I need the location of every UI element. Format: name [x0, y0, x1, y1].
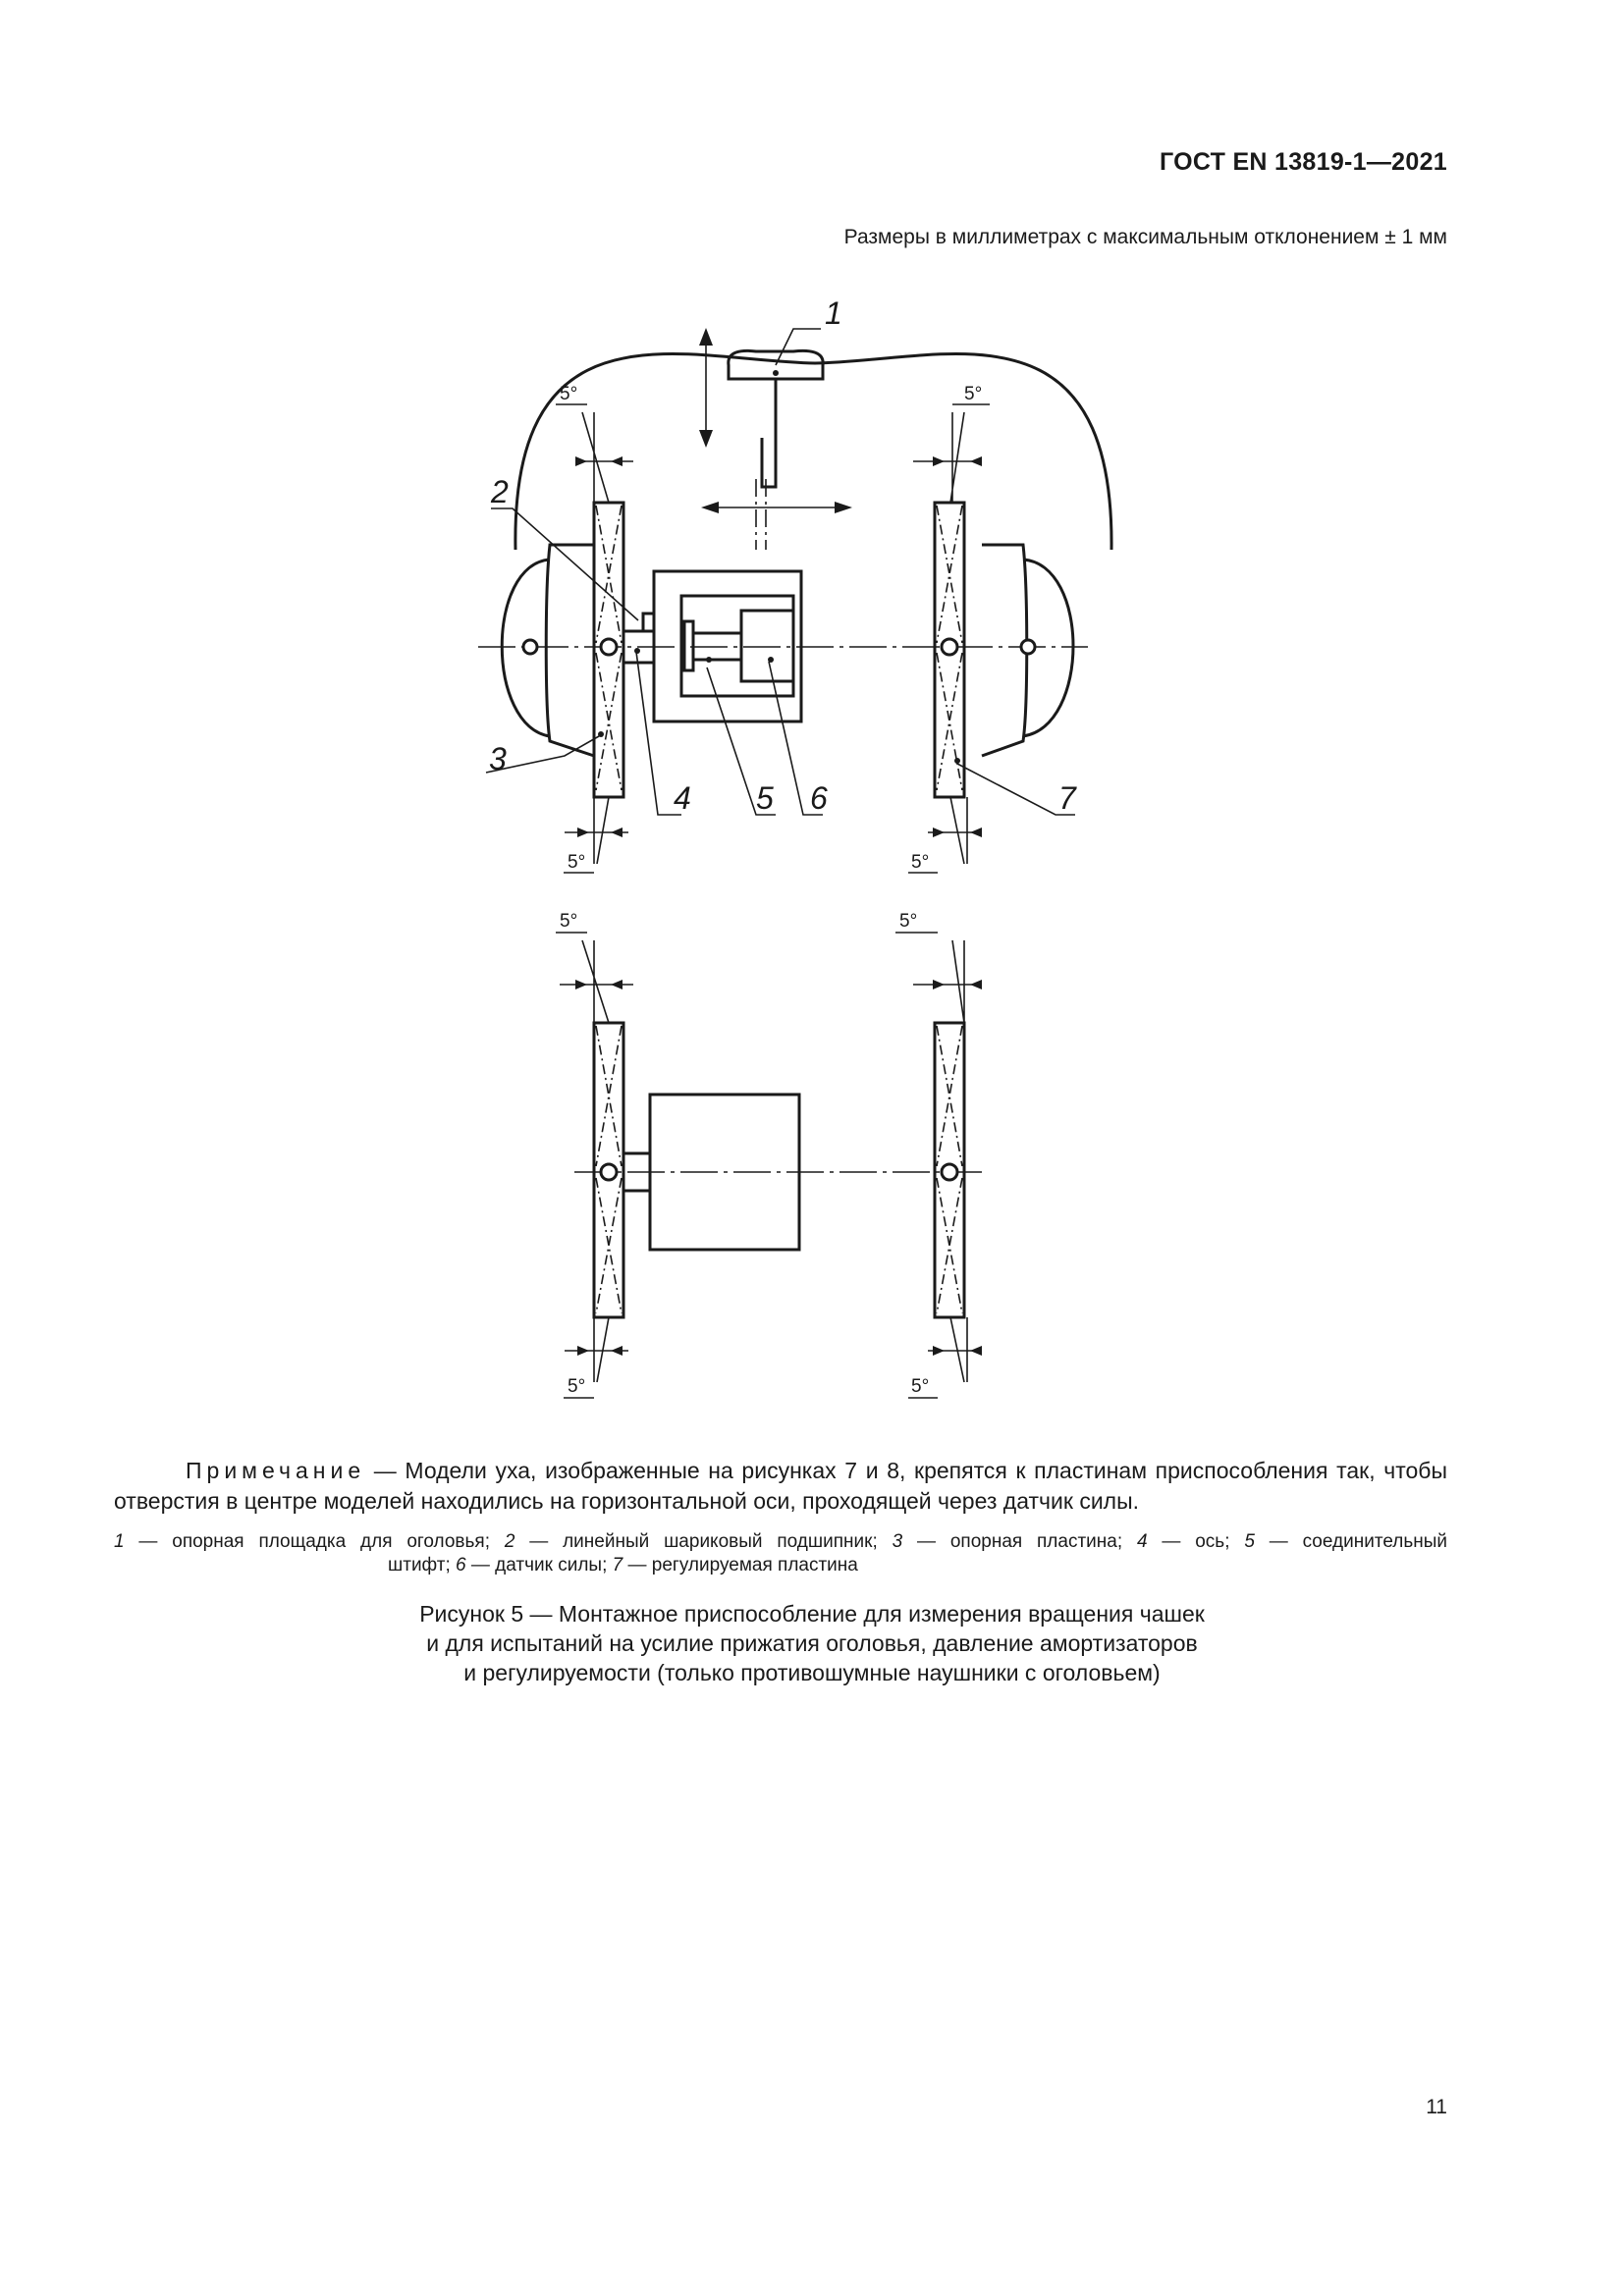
connecting-pin-head — [684, 621, 693, 670]
callout-4: 4 — [674, 780, 691, 816]
leader-2 — [491, 508, 638, 620]
legend-num: 1 — [114, 1531, 125, 1552]
bottom-left-pivot — [601, 1164, 617, 1180]
legend-num: 3 — [892, 1531, 903, 1552]
right-pivot — [942, 639, 957, 655]
angle-label: 5° — [560, 911, 578, 932]
leader-1 — [776, 329, 821, 365]
angle-label: 5° — [560, 384, 578, 404]
force-sensor-core — [741, 611, 793, 681]
document-code: ГОСТ EN 13819-1—2021 — [1160, 148, 1447, 176]
left-earcup-hole — [523, 640, 537, 654]
support-pad-rod — [762, 379, 776, 487]
bottom-right-pivot — [942, 1164, 957, 1180]
note-text: — Модели уха, изображенные на рисунках 7 и 8, крепятся к пластинам приспособления так, чтобы отверстия в центре моделей находились на горизонтальной оси, проходящей через датчик силы. — [114, 1458, 1447, 1514]
headband-arc — [515, 354, 1111, 550]
callout-2: 2 — [491, 474, 509, 509]
note-label: Примечание — [186, 1458, 366, 1483]
caption-line: и регулируемости (только противошумные наушники с оголовьем) — [463, 1660, 1161, 1685]
dimensions-note: Размеры в миллиметрах с максимальным отклонением ± 1 мм — [843, 226, 1447, 248]
callout-6: 6 — [810, 780, 828, 816]
callout-3: 3 — [489, 741, 507, 776]
right-earcup — [982, 545, 1027, 756]
right-earcup-hole — [1021, 640, 1035, 654]
figure-caption — [0, 1599, 1624, 1687]
legend-text: — ось; — [1147, 1531, 1245, 1552]
caption-line: и для испытаний на усилие прижатия оголовья, давление амортизаторов — [426, 1630, 1198, 1656]
legend-num: 7 — [612, 1555, 623, 1575]
legend-text: штифт; — [388, 1555, 457, 1575]
legend-text: — линейный шариковый подшипник; — [514, 1531, 893, 1552]
legend-num: 4 — [1136, 1531, 1148, 1552]
angle-label: 5° — [964, 384, 983, 404]
angle-label: 5° — [899, 911, 918, 932]
legend-text: — опорная площадка для оголовья; — [124, 1531, 505, 1552]
angle-label: 5° — [568, 1376, 586, 1397]
page-number: 11 — [1426, 2096, 1447, 2118]
left-pivot — [601, 639, 617, 655]
legend-num: 6 — [456, 1555, 466, 1575]
angle-label: 5° — [568, 852, 586, 873]
legend-text: — опорная пластина; — [902, 1531, 1137, 1552]
legend-num: 2 — [504, 1531, 515, 1552]
legend-text: — соединительный — [1254, 1531, 1447, 1552]
angle-label: 5° — [911, 1376, 930, 1397]
caption-line: Рисунок 5 — Монтажное приспособление для измерения вращения чашек — [419, 1601, 1205, 1627]
callout-1: 1 — [825, 295, 842, 331]
figure-note — [114, 1456, 1447, 1517]
legend-text: — датчик силы; — [465, 1555, 613, 1575]
callout-5: 5 — [756, 780, 774, 816]
figure-legend — [114, 1530, 1447, 1577]
legend-num: 5 — [1244, 1531, 1255, 1552]
leader-7 — [957, 764, 1075, 815]
angle-label: 5° — [911, 852, 930, 873]
left-earcup — [546, 545, 594, 756]
callout-7: 7 — [1058, 780, 1076, 816]
legend-text: — регулируемая пластина — [623, 1555, 858, 1575]
